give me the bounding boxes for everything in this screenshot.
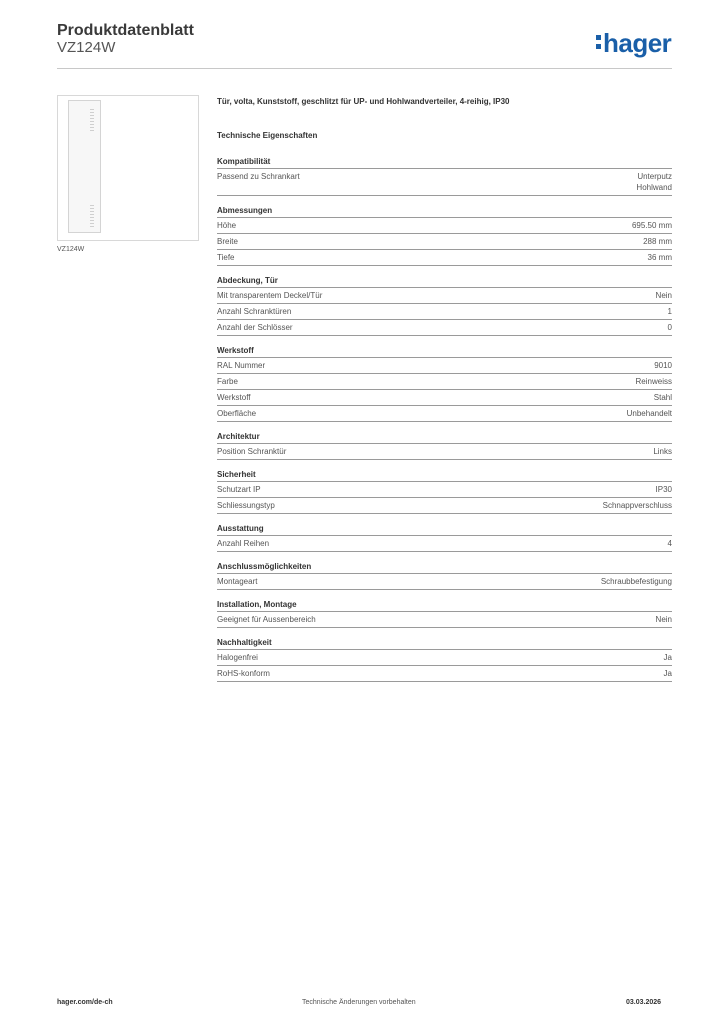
spec-value-line: 288 mm: [643, 237, 672, 246]
spec-value: [643, 236, 672, 247]
spec-group-title: Nachhaltigkeit: [217, 637, 672, 650]
spec-label: Anzahl Reihen: [217, 539, 270, 548]
spec-row: [217, 358, 672, 374]
product-description: Tür, volta, Kunststoff, geschlitzt für UP- und Hohlwandverteiler, 4-reihig, IP30: [217, 97, 510, 106]
spec-value: [636, 376, 672, 387]
spec-group-title: Abmessungen: [217, 205, 672, 218]
spec-row: [217, 250, 672, 266]
spec-group-title: Sicherheit: [217, 469, 672, 482]
spec-value-line: 695.50 mm: [631, 221, 672, 230]
spec-value: [636, 171, 672, 193]
spec-row: [217, 650, 672, 666]
spec-label: Position Schranktür: [217, 447, 287, 456]
spec-row: [217, 612, 672, 628]
spec-row: [217, 444, 672, 460]
spec-value: [654, 392, 672, 403]
hager-logo: [596, 30, 671, 56]
footer-website[interactable]: hager.com/de-ch: [57, 999, 113, 1006]
logo-dots-icon: [596, 35, 602, 53]
spec-group: [217, 469, 672, 514]
spec-group: [217, 523, 672, 552]
spec-value: [668, 322, 672, 333]
spec-value: [627, 408, 672, 419]
spec-group-title: Anschlussmöglichkeiten: [217, 561, 672, 574]
spec-group-title: Werkstoff: [217, 345, 672, 358]
spec-row: [217, 288, 672, 304]
spec-group: [217, 345, 672, 422]
spec-value-line: Nein: [655, 291, 672, 300]
spec-value: [603, 500, 672, 511]
spec-row: [217, 374, 672, 390]
vent-slot: [90, 109, 94, 131]
spec-label: Werkstoff: [217, 393, 251, 402]
spec-value-line: 1: [667, 307, 672, 316]
document-title: Produktdatenblatt: [57, 22, 194, 39]
spec-value-line: Unterputz: [637, 172, 672, 181]
spec-label: Schliessungstyp: [217, 501, 275, 510]
spec-value: [632, 220, 672, 231]
product-code: VZ124W: [57, 39, 116, 56]
spec-group-title: Kompatibilität: [217, 156, 672, 169]
spec-label: Schutzart IP: [217, 485, 261, 494]
spec-row: [217, 536, 672, 552]
spec-label: Montageart: [217, 577, 258, 586]
spec-value-line: 36 mm: [647, 253, 672, 262]
spec-row: [217, 574, 672, 590]
spec-group-title: Architektur: [217, 431, 672, 444]
spec-value-line: Stahl: [653, 393, 672, 402]
spec-label: Anzahl Schranktüren: [217, 307, 292, 316]
spec-row: [217, 304, 672, 320]
spec-group: [217, 156, 672, 196]
spec-value-line: Hohlwand: [636, 183, 672, 192]
spec-value: [601, 576, 672, 587]
spec-value-line: Schnappverschluss: [602, 501, 672, 510]
spec-value-line: Schraubbefestigung: [600, 577, 672, 586]
spec-group: [217, 599, 672, 628]
spec-row: [217, 498, 672, 514]
spec-value-line: Ja: [663, 669, 672, 678]
spec-row: [217, 169, 672, 196]
spec-label: Breite: [217, 237, 238, 246]
spec-label: Halogenfrei: [217, 653, 258, 662]
spec-label: RAL Nummer: [217, 361, 266, 370]
section-title: Technische Eigenschaften: [217, 131, 318, 140]
spec-row: [217, 390, 672, 406]
spec-group: [217, 275, 672, 336]
spec-value-line: IP30: [655, 485, 672, 494]
spec-value: [653, 446, 672, 457]
spec-value-line: 4: [667, 539, 672, 548]
image-caption: VZ124W: [57, 246, 85, 253]
spec-value: [654, 360, 672, 371]
spec-value-line: Links: [653, 447, 672, 456]
spec-group-title: Installation, Montage: [217, 599, 672, 612]
spec-row: [217, 320, 672, 336]
spec-label: Farbe: [217, 377, 238, 386]
spec-label: Tiefe: [217, 253, 235, 262]
spec-value: [648, 252, 672, 263]
spec-label: Oberfläche: [217, 409, 257, 418]
spec-value-line: 9010: [654, 361, 672, 370]
spec-row: [217, 234, 672, 250]
spec-label: Passend zu Schrankart: [217, 172, 300, 181]
spec-value: [656, 614, 672, 625]
spec-label: RoHS-konform: [217, 669, 270, 678]
spec-value-line: Reinweiss: [635, 377, 672, 386]
door-illustration: [68, 100, 101, 233]
spec-table: [217, 156, 672, 691]
spec-value: [656, 290, 672, 301]
spec-value: [664, 652, 672, 663]
spec-group: [217, 637, 672, 682]
footer-note: Technische Änderungen vorbehalten: [302, 999, 416, 1006]
footer-date: 03.03.2026: [626, 999, 662, 1006]
product-image: [57, 95, 199, 241]
spec-group: [217, 431, 672, 460]
spec-label: Anzahl der Schlösser: [217, 323, 293, 332]
spec-row: [217, 482, 672, 498]
spec-label: Geeignet für Aussenbereich: [217, 615, 316, 624]
spec-label: Höhe: [217, 221, 237, 230]
spec-value: [668, 538, 672, 549]
spec-value-line: Unbehandelt: [626, 409, 672, 418]
spec-value-line: Nein: [655, 615, 672, 624]
spec-row: [217, 406, 672, 422]
spec-group: [217, 561, 672, 590]
logo-text: hager: [603, 28, 672, 58]
spec-row: [217, 218, 672, 234]
spec-group-title: Ausstattung: [217, 523, 672, 536]
vent-slot: [90, 205, 94, 227]
spec-row: [217, 666, 672, 682]
spec-group-title: Abdeckung, Tür: [217, 275, 672, 288]
header-divider: [57, 68, 672, 69]
spec-label: Mit transparentem Deckel/Tür: [217, 291, 323, 300]
spec-value-line: 0: [667, 323, 672, 332]
spec-group: [217, 205, 672, 266]
spec-value: [668, 306, 672, 317]
spec-value: [656, 484, 672, 495]
spec-value-line: Ja: [663, 653, 672, 662]
spec-value: [664, 668, 672, 679]
